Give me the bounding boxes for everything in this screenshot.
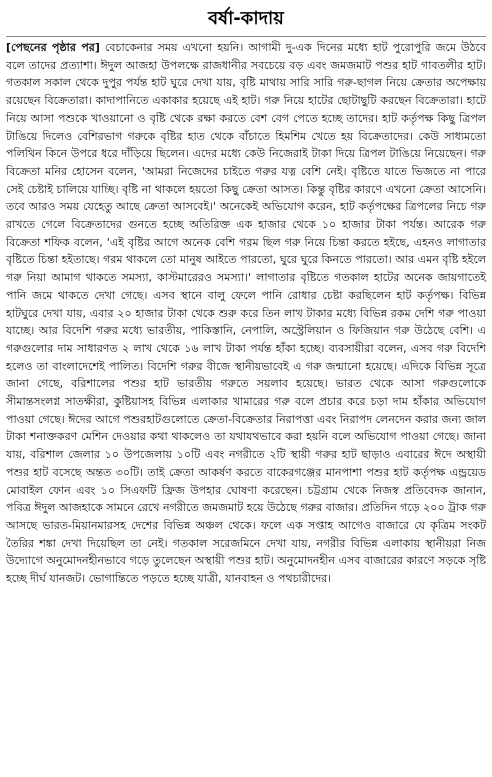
headline-divider: [6, 36, 486, 37]
article-body-text: বেচাকেনার সময় এখনো হয়নি। আগামী দু-এক দিনের মধ্যে হাট পুরোপুরি জমে উঠবে বলে তাদের প্রত্যাশা। ঈদুল আজহা উপলক্ষে রাজধানীর সবচেয়ে বড় এবং জমজমাট পশুর হাট গাবতলীর হাট। গতকাল সকাল থেকে দুপুর পর্যন্ত হাট ঘুরে দেখা যায়, বৃষ্টি মাথায় সারি সারি গরু-ছাগল নিয়ে ক্রেতার অপেক্ষায় রয়েছেন বিক্রেতারা। কাদাপানিতে একাকার হয়েছে এই হাট। গরু নিয়ে হাটের ছোটাছুটি করছেন বিক্রেতারা। হাটে নিয়ে আসা পশুকে খাওয়ানো ও বৃষ্টি থেকে রক্ষা করতে বেশ বেগ পেতে হচ্ছে তাদের। হাট কর্তৃপক্ষ কিছু ত্রিপল টাঙিয়ে দিলেও বেশিরভাগ গরুকে বৃষ্টির হাত থেকে বাঁচাতে হিমশিম খেতে হয় বিক্রেতাদের। কেউ সাধ্যমতো পলিথিন কিনে উপরে ধরে দাঁড়িয়ে ছিলেন। এদের মধ্যে কেউ নিজেরাই টাকা দিয়ে ত্রিপল টাঙিয়ে নিয়েছেন। গরু বিক্রেতা মনির হোসেন বলেন, 'আমরা নিজেদের চাইতে গরুর যত্ন বেশি নেই। বৃষ্টিতে যাতে ভিজতে না পারে সেই চেষ্টাই চালিয়ে যাচ্ছি। বৃষ্টি না থাকলে হয়তো কিছু ক্রেতা আসত। কিন্তু বৃষ্টির কারণে এখনো ক্রেতা আসেনি। তবে আরও সময় যেহেতু আছে ক্রেতা আসবেই।' অনেকেই অভিযোগ করেন, হাট কর্তৃপক্ষের ত্রিপলের নিচে গরু রাখতে গেলে বিক্রেতাদের গুনতে হচ্ছে অতিরিক্ত এক হাজার থেকে ১০ হাজার টাকা পর্যন্ত। আরেক গরু বিক্রেতা শফিক বলেন, 'এই বৃষ্টির আগে অনেক বেশি গরম ছিল গরু নিয়ে চিন্তা করতে হইছে, এহনও লাগাতার বৃষ্টিতে চিন্তা হইতাছে। গরম থাকলে তো মানুষ আইতে পারতো, ঘুরে ঘুরে কিনতে পারতো। আর এমন বৃষ্টি হইলে গরু নিয়া আমাগ থাকতে সমস্যা, কাস্টমারেরও সমস্যা।' লাগাতার বৃষ্টিতে গতকাল হাটের অনেক জায়গাতেই পানি জমে থাকতে দেখা গেছে। এসব স্থানে বালু ফেলে পানি রোধার চেষ্টা করছিলেন হাট কর্তৃপক্ষ। বিভিন্ন হাটঘুরে দেখা যায়, এবার ২০ হাজার টাকা থেকে শুরু করে তিন লাখ টাকার মধ্যে বিভিন্ন রকম দেশি গরু পাওয়া যাচ্ছে। আর বিদেশি গরুর মধ্যে ভারতীয়, পাকিস্তানি, নেপালি, অস্ট্রেলিয়ান ও ফিজিয়ান গরু উঠেছে বেশি। এ গরুগুলোর দাম সাধারণত ২ লাখ থেকে ১৬ লাখ টাকা পর্যন্ত হাঁকা হচ্ছে। ব্যবসায়ীরা বলেন, এসব গরু বিদেশি হলেও তা বাংলাদেশেই পালিত। বিদেশি গরুর বীজে স্থানীয়ভাবেই এ গরু জন্মানো হয়েছে। এদিকে বিভিন্ন সূত্রে জানা গেছে, বরিশালের পশুর হাট ভারতীয় গরুতে সয়লাব হয়েছে। ভারত থেকে আসা গরুগুলোকে সীমান্তসংলগ্ন সাতক্ষীরা, কুষ্টিয়াসহ বিভিন্ন এলাকার খামারের গরু বলে প্রচার করে চড়া দাম হাঁকার অভিযোগ পাওয়া গেছে। ঈদের আগে পশুরহাটগুলোতে ক্রেতা-বিক্রেতার নিরাপত্তা এবং নিরাপদ লেনদেন করার জন্য জাল টাকা শনাক্তকরণ মেশিন দেওয়ার কথা থাকলেও তা যথাযথভাবে করা হয়নি বলে অভিযোগ পাওয়া গেছে। জানা যায়, বরিশাল জেলার ১০ উপজেলায় ১০টি এবং নগরীতে ২টি স্থায়ী গরুর হাট ছাড়াও এবারের ঈদে অস্থায়ী পশুর হাট বসেছে অন্তত ৩০টি। তাই ক্রেতা আকর্ষণ করতে বাকেরগঞ্জের মানপাশা পশুর হাট কর্তৃপক্ষ এন্ড্রয়েড মোবাইল ফোন এবং ১০ সিএফটি ফ্রিজ উপহার ঘোষণা করেছেন। চট্টগ্রাম থেকে নিজস্ব প্রতিবেদক জানান, পবিত্র ঈদুল আজহাকে সামনে রেখে নগরীতে জমজমাট হয়ে উঠেছে গরুর বাজার। প্রতিদিন গড়ে ২০০ ট্রাক গরু আসছে ভারত-মিয়ানমারসহ দেশের বিভিন্ন অঞ্চল থেকে। ফলে এক সপ্তাহ আগেও বাজারে যে কৃত্রিম সংকট তৈরির শঙ্কা দেখা দিয়েছিল তা নেই। গতকাল সরেজমিনে দেখা যায়, নগরীর বিভিন্ন এলাকায় স্থানীয়রা নিজ উদ্যোগে অনুমোদনহীনভাবে গড়ে তুলেছেন অস্থায়ী পশুর হাট। অনুমোদনহীন এসব বাজারের কারণে সড়কে সৃষ্টি হচ্ছে দীর্ঘ যানজট। ভোগান্তিতে পড়তে হচ্ছে যাত্রী, যানবাহন ও পথচারীদের।: [6, 41, 486, 586]
article-headline: বর্ষা-কাদায়: [208, 8, 284, 29]
continuation-marker: [পেছনের পৃষ্ঠার পর]: [6, 41, 100, 54]
article-body: [6, 39, 486, 588]
